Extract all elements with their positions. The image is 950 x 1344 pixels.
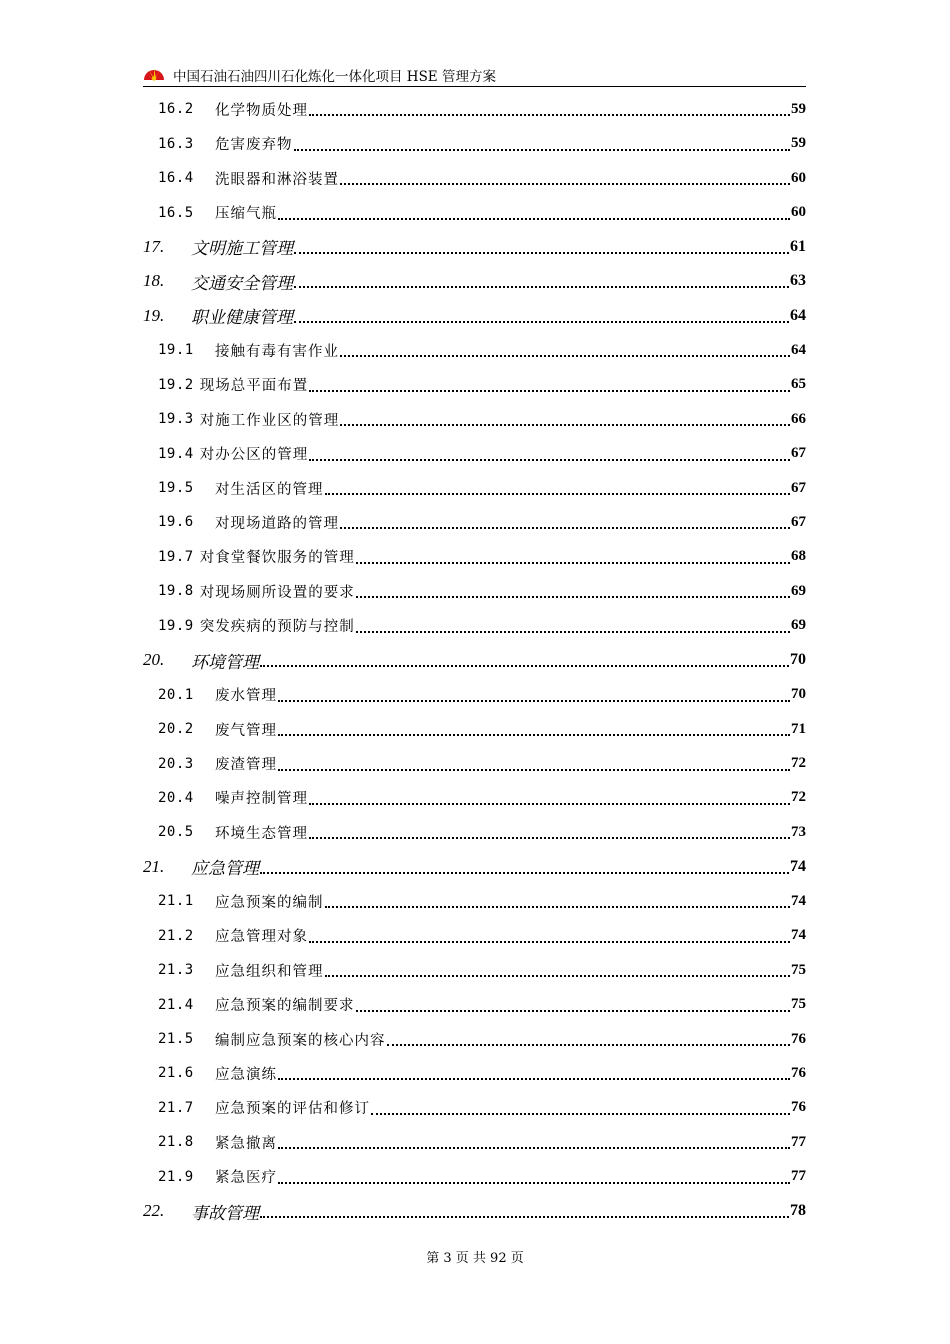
toc-dot-leader: [294, 321, 789, 323]
toc-entry-number: 20.5: [158, 824, 194, 841]
toc-entry-title: 环境管理: [191, 652, 259, 673]
toc-chapter-entry[interactable]: [143, 1194, 806, 1228]
toc-page-number: 70: [790, 651, 806, 669]
toc-chapter-entry[interactable]: [143, 264, 806, 298]
toc-entry-number: 19.3: [158, 411, 194, 428]
toc-page-number: 74: [790, 857, 806, 875]
toc-entry-number: 20.: [143, 650, 165, 670]
toc-entry-number: 21.2: [158, 927, 194, 944]
toc-page-number: 71: [791, 720, 806, 737]
toc-entry-title: 对生活区的管理: [215, 481, 324, 498]
toc-entry-number: 20.3: [158, 755, 194, 772]
page-footer: 第 3 页 共 92 页: [426, 1251, 524, 1266]
toc-entry-number: 21.7: [158, 1099, 194, 1116]
toc-dot-leader: [340, 424, 790, 426]
toc-dot-leader: [309, 390, 790, 392]
toc-chapter-entry[interactable]: [143, 230, 806, 264]
toc-chapter-entry[interactable]: [143, 850, 806, 884]
toc-dot-leader: [294, 286, 789, 288]
toc-entry-number: 16.2: [158, 101, 194, 118]
toc-page-number: 67: [791, 445, 806, 462]
toc-page-number: 77: [791, 1133, 806, 1150]
toc-dot-leader: [260, 665, 789, 667]
toc-entry-title: 废渣管理: [215, 757, 277, 774]
toc-page-number: 60: [791, 169, 806, 186]
toc-entry-number: 19.1: [158, 342, 194, 359]
toc-entry-number: 19.6: [158, 514, 194, 531]
toc-dot-leader: [278, 700, 790, 702]
toc-section-entry[interactable]: [143, 609, 806, 643]
toc-entry-title: 废气管理: [215, 722, 277, 739]
toc-section-entry[interactable]: [143, 677, 806, 711]
table-of-contents: [143, 92, 806, 1228]
toc-page-number: 66: [791, 410, 806, 427]
toc-section-entry[interactable]: [143, 953, 806, 987]
toc-dot-leader: [278, 1147, 790, 1149]
toc-entry-number: 19.4: [158, 445, 194, 462]
toc-entry-title: 应急预案的编制要求: [215, 998, 355, 1015]
toc-section-entry[interactable]: [143, 712, 806, 746]
toc-entry-title: 现场总平面布置: [199, 378, 309, 395]
toc-section-entry[interactable]: [143, 1160, 806, 1194]
toc-section-entry[interactable]: [143, 333, 806, 367]
toc-dot-leader: [356, 631, 790, 633]
toc-dot-leader: [260, 872, 789, 874]
toc-section-entry[interactable]: [143, 746, 806, 780]
toc-dot-leader: [309, 803, 790, 805]
toc-entry-title: 应急管理: [191, 859, 259, 880]
toc-dot-leader: [278, 1182, 790, 1184]
toc-page-number: 60: [791, 204, 806, 221]
toc-page-number: 65: [791, 376, 806, 393]
toc-dot-leader: [340, 355, 790, 357]
toc-page-number: 73: [791, 823, 806, 840]
toc-page-number: 67: [791, 479, 806, 496]
toc-page-number: 74: [791, 927, 806, 944]
toc-page-number: 75: [791, 961, 806, 978]
toc-entry-title: 压缩气瓶: [215, 206, 277, 223]
toc-entry-title: 噪声控制管理: [215, 791, 308, 808]
toc-page-number: 59: [791, 135, 806, 152]
toc-entry-title: 职业健康管理: [191, 308, 293, 329]
toc-entry-number: 21.8: [158, 1134, 194, 1151]
toc-page-number: 69: [791, 617, 806, 634]
toc-section-entry[interactable]: [143, 540, 806, 574]
toc-entry-number: 20.1: [158, 686, 194, 703]
toc-section-entry[interactable]: [143, 126, 806, 160]
toc-section-entry[interactable]: [143, 815, 806, 849]
toc-entry-title: 紧急医疗: [215, 1170, 277, 1187]
toc-entry-title: 废水管理: [215, 688, 277, 705]
petrochina-logo-icon: [143, 64, 165, 82]
toc-section-entry[interactable]: [143, 402, 806, 436]
toc-entry-number: 21.9: [158, 1168, 194, 1185]
toc-page-number: 75: [791, 996, 806, 1013]
toc-entry-title: 文明施工管理: [191, 239, 293, 260]
toc-dot-leader: [278, 734, 790, 736]
toc-page-number: 69: [791, 582, 806, 599]
toc-entry-number: 19.5: [158, 480, 194, 497]
toc-entry-title: 突发疾病的预防与控制: [199, 619, 355, 636]
toc-page-number: 76: [791, 1099, 806, 1116]
toc-entry-title: 应急组织和管理: [215, 963, 324, 980]
toc-section-entry[interactable]: [143, 505, 806, 539]
toc-entry-title: 对食堂餐饮服务的管理: [199, 550, 355, 567]
toc-entry-number: 19.2: [158, 376, 194, 393]
toc-dot-leader: [340, 183, 790, 185]
toc-page-number: 72: [791, 755, 806, 772]
toc-entry-number: 21.4: [158, 996, 194, 1013]
toc-entry-title: 应急预案的评估和修订: [215, 1101, 370, 1118]
toc-entry-number: 21.1: [158, 893, 194, 910]
toc-page-number: 72: [791, 789, 806, 806]
toc-section-entry[interactable]: [143, 919, 806, 953]
toc-entry-number: 16.4: [158, 170, 194, 187]
toc-dot-leader: [325, 906, 791, 908]
toc-entry-title: 对施工作业区的管理: [199, 412, 340, 429]
toc-dot-leader: [309, 837, 790, 839]
toc-entry-title: 应急预案的编制: [215, 894, 324, 911]
toc-entry-title: 环境生态管理: [215, 825, 308, 842]
toc-entry-number: 21.3: [158, 962, 194, 979]
toc-dot-leader: [387, 1044, 791, 1046]
toc-dot-leader: [356, 596, 790, 598]
toc-chapter-entry[interactable]: [143, 643, 806, 677]
toc-entry-title: 对现场厕所设置的要求: [199, 584, 355, 601]
toc-entry-title: 事故管理: [191, 1203, 259, 1224]
toc-dot-leader: [356, 1010, 791, 1012]
toc-entry-number: 20.4: [158, 789, 194, 806]
toc-section-entry[interactable]: [143, 1091, 806, 1125]
toc-dot-leader: [278, 218, 790, 220]
toc-section-entry[interactable]: [143, 195, 806, 229]
toc-entry-title: 紧急撤离: [215, 1135, 277, 1152]
toc-page-number: 76: [791, 1064, 806, 1081]
toc-entry-title: 应急管理对象: [215, 929, 308, 946]
toc-dot-leader: [260, 1216, 789, 1218]
toc-entry-title: 洗眼器和淋浴装置: [215, 171, 339, 188]
toc-page-number: 64: [791, 341, 806, 358]
toc-page-number: 74: [791, 892, 806, 909]
toc-entry-title: 对办公区的管理: [199, 447, 309, 464]
toc-entry-number: 21.: [143, 856, 165, 876]
toc-page-number: 78: [790, 1202, 806, 1220]
toc-page-number: 61: [790, 237, 806, 255]
toc-dot-leader: [371, 1113, 790, 1115]
toc-page-number: 63: [790, 272, 806, 290]
toc-entry-number: 22.: [143, 1201, 165, 1221]
toc-section-entry[interactable]: [143, 471, 806, 505]
toc-entry-number: 19.9: [158, 617, 194, 634]
toc-entry-title: 对现场道路的管理: [215, 515, 339, 532]
toc-section-entry[interactable]: [143, 884, 806, 918]
toc-entry-number: 16.5: [158, 204, 194, 221]
toc-section-entry[interactable]: [143, 1022, 806, 1056]
toc-section-entry[interactable]: [143, 1056, 806, 1090]
header-title: 中国石油石油四川石化炼化一体化项目 HSE 管理方案: [173, 69, 496, 85]
page-header: [143, 64, 806, 87]
toc-dot-leader: [278, 769, 790, 771]
toc-page-number: 77: [791, 1168, 806, 1185]
toc-entry-number: 21.5: [158, 1031, 194, 1048]
toc-dot-leader: [278, 1078, 790, 1080]
toc-page-number: 59: [791, 100, 806, 117]
toc-entry-number: 18.: [143, 271, 165, 291]
toc-section-entry[interactable]: [143, 368, 806, 402]
toc-page-number: 70: [791, 686, 806, 703]
toc-dot-leader: [325, 975, 791, 977]
toc-page-number: 64: [790, 306, 806, 324]
toc-section-entry[interactable]: [143, 574, 806, 608]
toc-entry-title: 接触有毒有害作业: [215, 343, 339, 360]
toc-dot-leader: [294, 252, 789, 254]
toc-section-entry[interactable]: [143, 436, 806, 470]
toc-section-entry[interactable]: [143, 987, 806, 1021]
toc-dot-leader: [356, 562, 790, 564]
toc-entry-title: 化学物质处理: [215, 102, 308, 119]
toc-page-number: 67: [791, 513, 806, 530]
toc-dot-leader: [294, 149, 791, 151]
toc-section-entry[interactable]: [143, 781, 806, 815]
toc-entry-number: 19.8: [158, 583, 194, 600]
toc-section-entry[interactable]: [143, 1125, 806, 1159]
toc-dot-leader: [309, 114, 790, 116]
toc-entry-title: 交通安全管理: [191, 273, 293, 294]
toc-section-entry[interactable]: [143, 92, 806, 126]
toc-entry-number: 21.6: [158, 1065, 194, 1082]
toc-section-entry[interactable]: [143, 161, 806, 195]
toc-dot-leader: [309, 941, 790, 943]
toc-entry-number: 19.: [143, 305, 165, 325]
toc-dot-leader: [309, 459, 790, 461]
toc-entry-number: 16.3: [158, 135, 194, 152]
toc-entry-title: 危害废弃物: [215, 137, 293, 154]
toc-dot-leader: [340, 527, 790, 529]
toc-page-number: 68: [791, 548, 806, 565]
toc-entry-number: 19.7: [158, 548, 194, 565]
toc-chapter-entry[interactable]: [143, 299, 806, 333]
toc-entry-title: 应急演练: [215, 1066, 277, 1083]
toc-entry-title: 编制应急预案的核心内容: [215, 1032, 386, 1049]
toc-dot-leader: [325, 493, 791, 495]
toc-page-number: 76: [791, 1030, 806, 1047]
toc-entry-number: 20.2: [158, 721, 194, 738]
toc-entry-number: 17.: [143, 236, 165, 256]
